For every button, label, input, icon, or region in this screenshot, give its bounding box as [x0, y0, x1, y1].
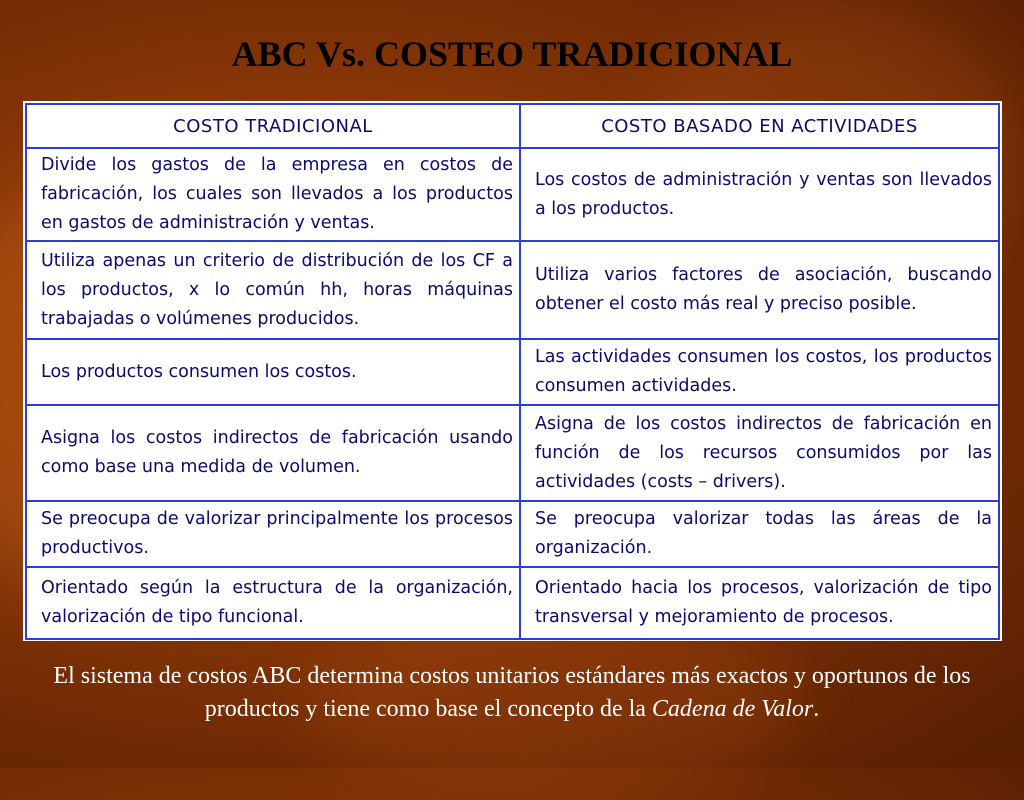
footer-text-end: .: [813, 696, 820, 722]
footer-text-main: El sistema de costos ABC determina costos unitarios estándares más exactos y oportunos de los productos y tiene como base el concepto de la: [53, 663, 971, 722]
table-row: [26, 148, 999, 241]
table-row: [26, 241, 999, 339]
table-row: [26, 567, 999, 639]
table-header-row: [26, 104, 999, 148]
footer-emphasis-value-chain: Cadena de Valor: [651, 696, 814, 722]
abc-cell: Utiliza varios factores de asociación, buscando obtener el costo más real y preciso posible.: [520, 241, 999, 339]
traditional-cell: Divide los gastos de la empresa en costos de fabricación, los cuales son llevados a los productos en gastos de administración y ventas.: [26, 148, 520, 241]
table-row: [26, 501, 999, 567]
traditional-cell: Orientado según la estructura de la organización, valorización de tipo funcional.: [26, 567, 520, 639]
traditional-cell: Los productos consumen los costos.: [26, 339, 520, 405]
abc-cell: Orientado hacia los procesos, valorización de tipo transversal y mejoramiento de procesos.: [520, 567, 999, 639]
abc-cell: Se preocupa valorizar todas las áreas de la organización.: [520, 501, 999, 567]
abc-cell: Los costos de administración y ventas son llevados a los productos.: [520, 148, 999, 241]
traditional-cell: Utiliza apenas un criterio de distribución de los CF a los productos, x lo común hh, horas máquinas trabajadas o volúmenes producidos.: [26, 241, 520, 339]
comparison-table: [25, 103, 1000, 640]
footer-summary: [30, 660, 994, 726]
slide-title: ABC Vs. COSTEO TRADICIONAL: [231, 34, 793, 74]
traditional-cell: Se preocupa de valorizar principalmente los procesos productivos.: [26, 501, 520, 567]
traditional-cell: Asigna los costos indirectos de fabricación usando como base una medida de volumen.: [26, 405, 520, 501]
comparison-table-frame: [23, 101, 1002, 641]
abc-cell: Asigna de los costos indirectos de fabricación en función de los recursos consumidos por las actividades (costs – drivers).: [520, 405, 999, 501]
header-activity-based-cost: COSTO BASADO EN ACTIVIDADES: [520, 104, 999, 148]
abc-cell: Las actividades consumen los costos, los productos consumen actividades.: [520, 339, 999, 405]
header-traditional-cost: COSTO TRADICIONAL: [26, 104, 520, 148]
table-row: [26, 339, 999, 405]
table-row: [26, 405, 999, 501]
